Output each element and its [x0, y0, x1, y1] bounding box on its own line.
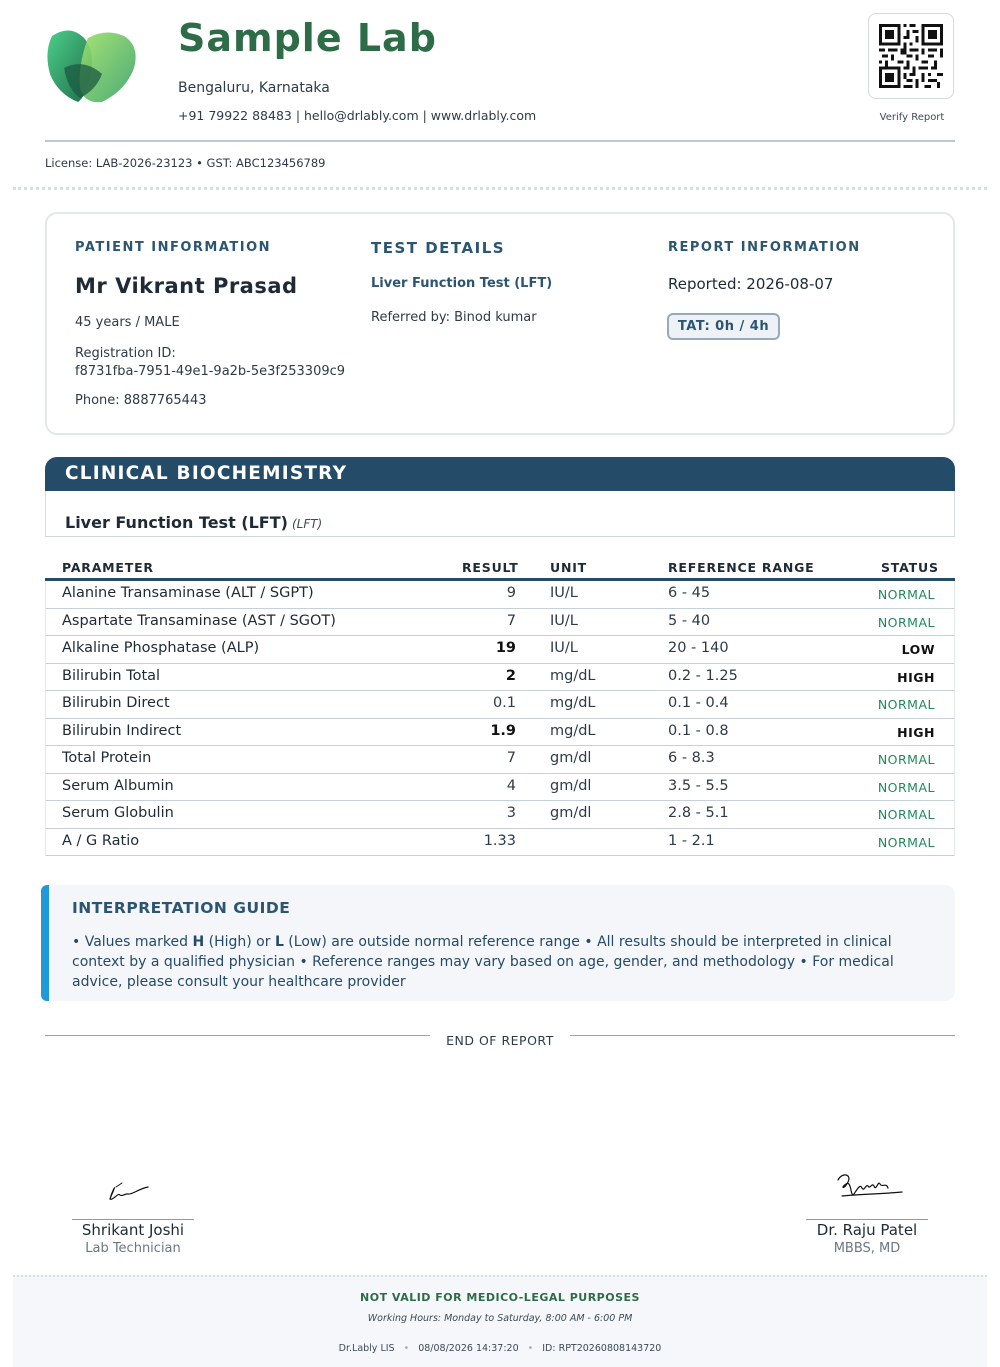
unit-cell: mg/dL: [550, 695, 596, 711]
parameter-cell: Alanine Transaminase (ALT / SGPT): [62, 585, 314, 601]
test-details-heading: TEST DETAILS: [371, 239, 506, 257]
table-row: [45, 746, 955, 774]
unit-cell: IU/L: [550, 612, 578, 629]
parameter-cell: Aspartate Transaminase (AST / SGOT): [62, 612, 336, 629]
doctor-signature: [832, 1170, 906, 1210]
license-info: License: LAB-2026-23123 • GST: ABC123456789: [45, 156, 326, 170]
doctor-sign-line: [806, 1219, 928, 1220]
parameter-cell: Bilirubin Indirect: [62, 722, 182, 739]
status-cell: NORMAL: [877, 807, 935, 822]
parameter-cell: Serum Albumin: [62, 777, 174, 794]
table-row: [45, 691, 955, 719]
meta-separator: •: [403, 1343, 410, 1354]
patient-phone: Phone: 8887765443: [75, 393, 207, 408]
status-cell: HIGH: [897, 669, 935, 685]
reference-cell: 3.5 - 5.5: [668, 777, 729, 794]
result-cell: 9: [506, 585, 516, 601]
reference-cell: 6 - 8.3: [668, 750, 715, 766]
col-header-reference: REFERENCE RANGE: [668, 560, 815, 575]
meta-separator: •: [527, 1343, 534, 1354]
report-info-heading: REPORT INFORMATION: [668, 240, 861, 255]
table-row: [45, 609, 955, 637]
table-row: [45, 774, 955, 802]
result-cell: 1.33: [483, 832, 516, 849]
result-cell: 4: [506, 777, 516, 794]
lab-name: Sample Lab: [178, 16, 437, 60]
reference-cell: 6 - 45: [668, 585, 711, 601]
unit-cell: IU/L: [550, 585, 578, 601]
reference-cell: 0.1 - 0.4: [668, 695, 729, 711]
col-header-unit: UNIT: [550, 560, 587, 575]
technician-sign-line: [72, 1219, 194, 1220]
status-cell: NORMAL: [877, 752, 935, 767]
technician-signature: [102, 1177, 152, 1211]
col-header-result: RESULT: [462, 560, 519, 575]
patient-info-heading: PATIENT INFORMATION: [75, 240, 272, 255]
reference-cell: 0.2 - 1.25: [668, 667, 738, 684]
parameter-cell: Bilirubin Total: [62, 667, 161, 684]
parameter-cell: Total Protein: [62, 750, 152, 766]
reference-cell: 0.1 - 0.8: [668, 722, 729, 739]
result-cell: 7: [506, 750, 516, 766]
parameter-cell: A / G Ratio: [62, 832, 140, 849]
doctor-name: Dr. Raju Patel: [816, 1221, 918, 1239]
lab-city: Bengaluru, Karnataka: [178, 80, 330, 96]
verify-report-link[interactable]: Verify Report: [879, 112, 945, 123]
parameter-cell: Serum Globulin: [62, 805, 174, 821]
doctor-qualification: MBBS, MD: [833, 1241, 901, 1256]
unit-cell: gm/dl: [550, 805, 592, 821]
table-row: [45, 636, 955, 664]
results-table: [45, 581, 955, 856]
unit-cell: IU/L: [550, 640, 578, 656]
interp-low-marker: L: [274, 934, 284, 950]
unit-cell: gm/dl: [550, 750, 592, 766]
reference-cell: 2.8 - 5.1: [668, 805, 729, 821]
unit-cell: mg/dL: [550, 667, 596, 684]
unit-cell: gm/dl: [550, 777, 592, 794]
panel-name: [65, 513, 322, 532]
status-cell: LOW: [901, 642, 935, 657]
col-header-status: STATUS: [881, 560, 939, 575]
generated-timestamp: 08/08/2026 14:37:20: [418, 1343, 519, 1354]
status-cell: NORMAL: [877, 614, 935, 630]
interpretation-title: INTERPRETATION GUIDE: [72, 899, 291, 917]
interpretation-accent-bar: [41, 885, 49, 1001]
registration-label: Registration ID:: [75, 346, 176, 361]
medico-legal-notice: NOT VALID FOR MEDICO-LEGAL PURPOSES: [360, 1291, 640, 1304]
status-cell: HIGH: [897, 724, 935, 740]
result-cell: 0.1: [492, 695, 516, 711]
interp-part-3: (Low) are outside normal reference range • All results should be interpreted in clinical context by a qualified physician • Reference ranges may vary based on age, gender, and methodology • For medical advice, please consult your healthcare provider: [72, 934, 894, 990]
result-cell: 7: [506, 612, 516, 629]
test-name: Liver Function Test (LFT): [371, 276, 553, 291]
section-title: CLINICAL BIOCHEMISTRY: [65, 463, 348, 484]
interp-part-2: (High) or: [204, 934, 275, 950]
result-cell: 2: [505, 667, 516, 684]
table-row: [45, 829, 955, 857]
lis-system: Dr.Lably LIS: [338, 1343, 395, 1354]
reference-cell: 5 - 40: [668, 612, 711, 629]
status-cell: NORMAL: [877, 779, 935, 795]
working-hours: Working Hours: Monday to Saturday, 8:00 AM - 6:00 PM: [367, 1313, 633, 1324]
status-cell: NORMAL: [877, 587, 935, 602]
reported-date: Reported: 2026-08-07: [668, 275, 834, 293]
interp-high-marker: H: [192, 934, 205, 950]
table-row: [45, 581, 955, 609]
dotted-divider: [13, 187, 987, 190]
interpretation-text: [72, 932, 922, 992]
technician-role: Lab Technician: [85, 1241, 181, 1256]
end-of-report: END OF REPORT: [446, 1033, 554, 1048]
unit-cell: mg/dL: [550, 722, 596, 739]
patient-name: Mr Vikrant Prasad: [75, 274, 298, 298]
parameter-cell: Bilirubin Direct: [62, 695, 170, 711]
panel-name-text: Liver Function Test (LFT): [65, 513, 288, 532]
col-header-parameter: PARAMETER: [62, 560, 154, 575]
qr-code[interactable]: [868, 13, 954, 99]
status-cell: NORMAL: [877, 834, 935, 850]
lab-logo: [44, 28, 140, 108]
table-row: [45, 801, 955, 829]
lab-contact: +91 79922 88483 | hello@drlably.com | www.drlably.com: [178, 108, 537, 123]
reference-cell: 1 - 2.1: [668, 832, 715, 849]
status-cell: NORMAL: [877, 697, 935, 712]
tat-badge: TAT: 0h / 4h: [667, 313, 780, 340]
table-row: [45, 664, 955, 692]
result-cell: 1.9: [490, 722, 516, 739]
end-rule-right: [570, 1035, 955, 1036]
footer-meta: [0, 1343, 1000, 1354]
report-id: ID: RPT20260808143720: [542, 1343, 662, 1354]
technician-name: Shrikant Joshi: [81, 1221, 185, 1239]
result-cell: 3: [506, 805, 516, 821]
end-rule-left: [45, 1035, 430, 1036]
panel-code: (LFT): [291, 517, 323, 531]
reference-cell: 20 - 140: [668, 640, 729, 656]
interp-part-1: • Values marked: [72, 934, 193, 950]
header-divider: [45, 140, 955, 142]
parameter-cell: Alkaline Phosphatase (ALP): [62, 640, 260, 656]
result-cell: 19: [495, 640, 516, 656]
registration-id: f8731fba-7951-49e1-9a2b-5e3f253309c9: [75, 364, 346, 379]
referred-by: Referred by: Binod kumar: [371, 310, 537, 325]
table-row: [45, 719, 955, 747]
patient-age-sex: 45 years / MALE: [75, 315, 180, 330]
